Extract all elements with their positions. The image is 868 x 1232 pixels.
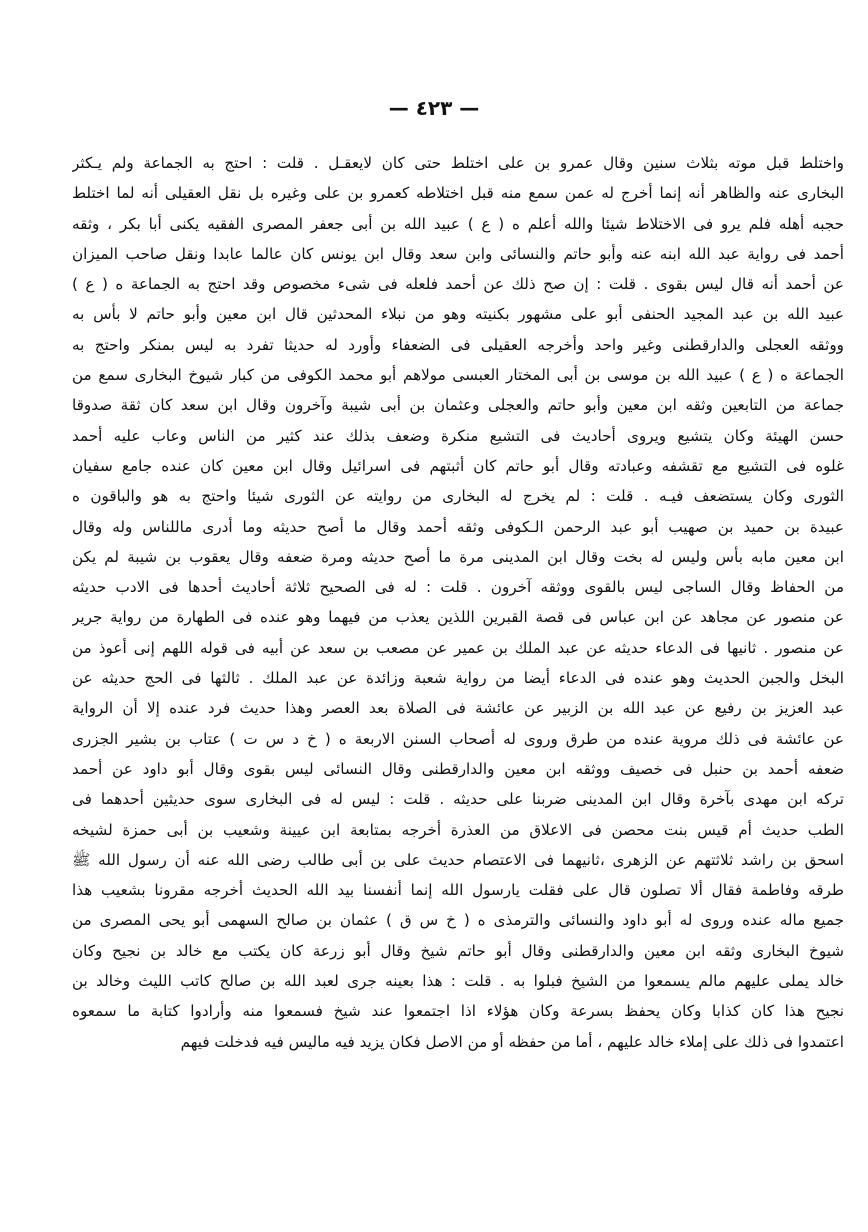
text-line: ووثقه العجلى والدارقطنى وغير واحد وأخرجه العقيلى فى الضعفاء وأورد له حديثا تفرد به ليس بمنكر واحتج به	[72, 335, 844, 354]
text-line: عن عائشة فى ذلك مروية عنده من طرق وروى له أصحاب السنن الاربعة ه ( خ د س ت ) عتاب بن بشير الجزرى	[72, 729, 844, 748]
text-line: حجبه أهله فلم يرو فى الاختلاط شيئا والله أعلم ه ( ع ) عبيد الله بن أبى جعفر المصرى الفقيه يكنى أبا بكر ، وثقه	[72, 214, 844, 233]
text-line: عن أحمد أنه قال ليس بقوى . قلت : إن صح ذلك عن أحمد فلعله فى شىء مخصوص وقد احتج به الجماعة ه ( ع )	[72, 275, 844, 294]
text-line: واختلط قبل موته بثلاث سنين وقال عمرو بن على اختلط حتى كان لايعقـل . قلت : احتج به الجماعة ولم يـكثر	[72, 154, 844, 172]
text-line: عبيد الله بن عبد المجيد الحنفى أبو على مشهور بكنيته وهو من نبلاء المحدثين قال ابن معين وأبو حاتم لا بأس به	[72, 305, 844, 324]
text-line: ابن معين مابه بأس وليس له بخت وقال ابن المدينى مرة ما أصح حديثه ومرة ضعفه وقال يعقوب بن شيبة لم يكن	[72, 547, 844, 566]
text-line: البخارى عنه والظاهر أنه إنما أخرج له عمن سمع منه قبل اختلاطه كعمرو بن على وغيره بل نقل العقيلى أنه لما اختلط	[72, 184, 844, 203]
text-line: اعتمدوا فى ذلك على إملاء خالد عليهم ، أما من حفظه أو من الاصل فكان يزيد فيه ماليس فيه فدخلت فيهم	[180, 1032, 844, 1051]
text-line: شيوخ البخارى وثقه ابن معين والدارقطنى وقال أبو حاتم شيخ وقال أبو زرعة كان يكتب مع خالد بن نجيح وكان	[72, 941, 844, 960]
text-line: جميع ماله عنده وروى له أبو داود والنسائى والترمذى ه ( خ س ق ) عثمان بن صالح السهمى أبو يحى المصرى من	[72, 911, 844, 930]
text-line: طرقه وفاطمة فقال ألا تصلون قال على فقلت يارسول الله إنما أنفسنا بيد الله الحديث أخرجه مقرونا بشعيب هذا	[72, 881, 844, 900]
text-line: ضعفه أحمد بن حنبل فى خصيف ووثقه ابن معين والدارقطنى وقال النسائى ليس بقوى وقال أبو داود عن أحمد	[72, 759, 844, 778]
text-line: تركه ابن مهدى بآخرة وقال ابن المدينى ضربنا على حديثه . قلت : ليس له فى البخارى سوى حديثين أحدهما فى	[72, 790, 844, 809]
text-line: نجيح هذا كان كذابا وكان يحفظ بسرعة وكان هؤلاء اذا اجتمعوا عند شيخ فسمعوا منه وأرادوا كتابة ما سمعوه	[72, 1002, 844, 1021]
text-line: الثورى وكان يستضعف فيـه . قلت : لم يخرج له البخارى من روايته عن الثورى شيئا واحتج به هو والباقون ه	[72, 487, 844, 506]
text-line: عبيدة بن حميد بن صهيب أبو عبد الرحمن الـكوفى وثقه أحمد وقال ما أصح حديثه وما أدرى ماللناس وله وقال	[72, 517, 844, 536]
text-line: عبد العزيز بن رفيع عن عبد الله بن الزبير عن عائشة فى الصلاة بعد العصر وهذا حديث فرد عنده إلا أن الرواية	[72, 699, 844, 718]
text-line: من الحفاظ وقال الساجى ليس بالقوى ووثقه آخرون . قلت : له فى الصحيح ثلاثة أحاديث أحدها فى الادب حديثه	[72, 578, 844, 597]
text-line: أحمد فى رواية عبد الله ابنه عنه وأبو حاتم والنسائى وابن سعد وقال ابن يونس كان عالما عابدا ونقل صاحب الميزان	[72, 244, 844, 263]
text-line: حسن الهيئة وكان يتشيع ويروى أحاديث فى التشيع منكرة وضعف بذلك عند كثير من الناس وعاب عليه أحمد	[72, 426, 844, 445]
text-line: الطب حديث أم قيس بنت محصن فى الاعلاق من العذرة أخرجه بمتابعة ابن عيينة وشعيب بن أبى حمزة لشيخه	[72, 820, 844, 839]
text-line: اسحق بن راشد ثلاثتهم عن الزهرى ،ثانيهما فى الاعتصام حديث على بن أبى طالب رضى الله عنه أن رسول الله ﷺ	[72, 850, 844, 869]
text-line: جماعة من التابعين وثقه ابن معين وأبو حاتم والعجلى وعثمان بن أبى شيبة وآخرون وقال ابن سعد كان ثقة صدوقا	[72, 396, 844, 415]
page-number: — ٤٢٣ —	[388, 96, 480, 120]
text-line: عن منصور . ثانيها فى الدعاء حديثه عن عبد الملك بن عمير عن مصعب بن سعد عن أبيه فى قوله اللهم إنى أعوذ من	[72, 638, 844, 657]
text-line: عن منصور عن مجاهد عن ابن عباس فى قصة القبرين اللذين يعذب من فيهما وهو عنده فى الطهارة من رواية جرير	[72, 608, 844, 627]
text-line: البخل والجبن الحديث وهو عنده فى الدعاء أيضا من رواية شعبة وزائدة عن عبد الملك . ثالثها فى الحج حديثه عن	[72, 669, 844, 688]
text-line: الجماعة ه ( ع ) عبيد الله بن موسى بن أبى المختار العبسى مولاهم أبو محمد الكوفى من كبار شيوخ البخارى سمع من	[72, 366, 844, 385]
text-line: خالد يملى عليهم مالم يسمعوا من الشيخ فبلوا به . قلت : هذا بعينه جرى لعبد الله بن صالح كاتب الليث وخالد بن	[72, 972, 844, 991]
body-text	[72, 148, 844, 1057]
text-line: غلوه فى التشيع مع تقشفه وعبادته وقال أبو حاتم كان أثبتهم فى اسرائيل وقال ابن معين كان عنده جامع سفيان	[72, 456, 844, 475]
